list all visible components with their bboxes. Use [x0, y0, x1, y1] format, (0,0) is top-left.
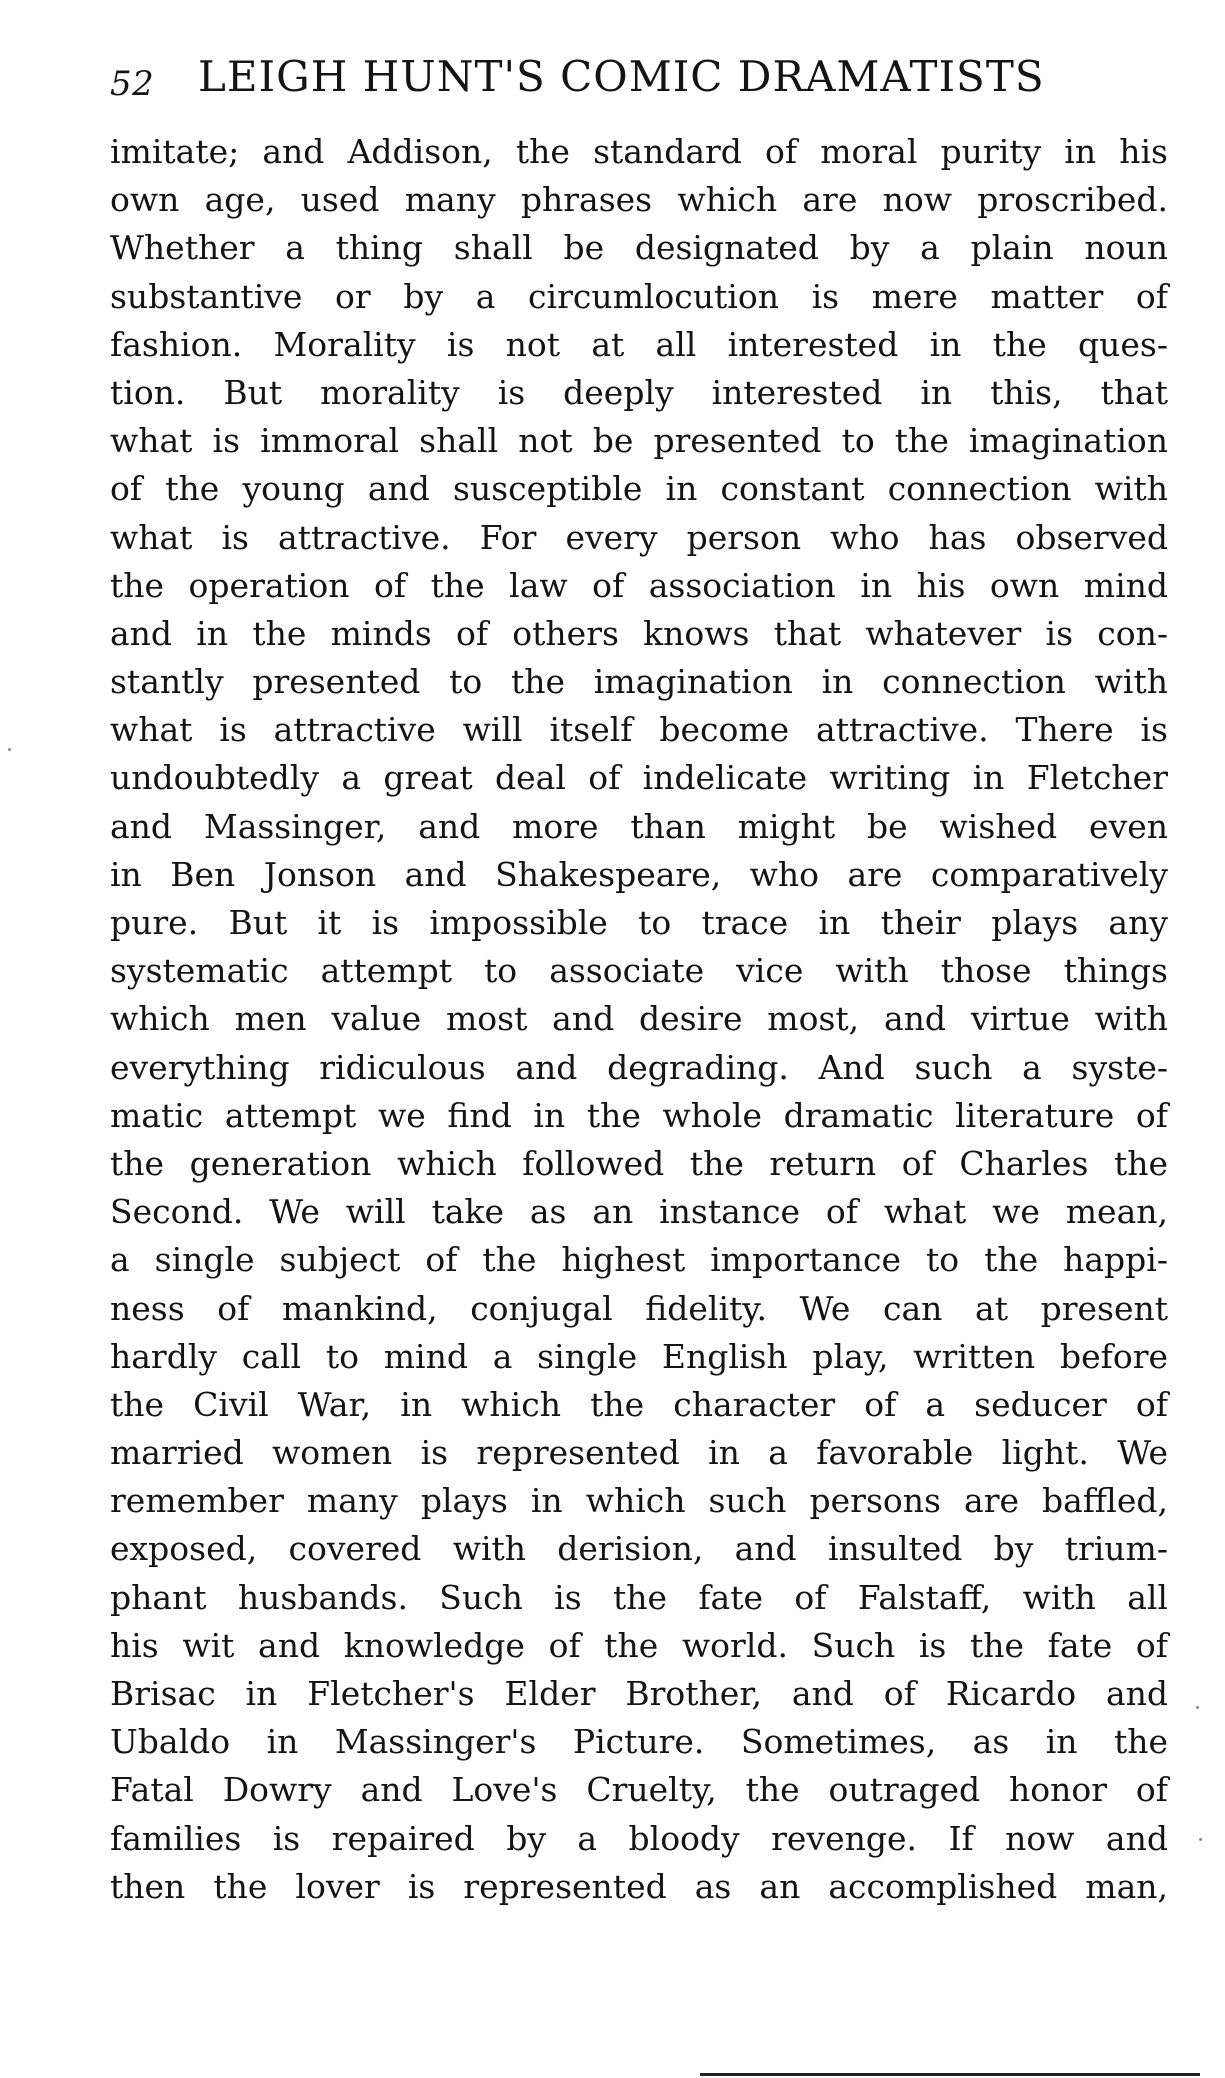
text-line: what is attractive will itself become attractive. There is [110, 710, 1168, 750]
text-line: remember many plays in which such persons are baffled, [110, 1481, 1168, 1521]
text-line: in Ben Jonson and Shakespeare, who are comparatively [110, 854, 1168, 894]
text-line: a single subject of the highest importance to the happi- [110, 1240, 1168, 1280]
text-line: what is attractive. For every person who has observed [110, 517, 1168, 557]
text-line: systematic attempt to associate vice with those things [110, 951, 1168, 991]
text-line: exposed, covered with derision, and insulted by trium- [110, 1529, 1168, 1569]
scan-speck [1199, 1838, 1202, 1841]
text-line: everything ridiculous and degrading. And such a syste- [110, 1047, 1168, 1087]
text-line: Brisac in Fletcher's Elder Brother, and of Ricardo and [110, 1674, 1168, 1713]
text-line: then the lover is represented as an accomplished man, [110, 1866, 1168, 1906]
text-line: the generation which followed the return of Charles the [110, 1143, 1168, 1183]
page-number: 52 [110, 64, 155, 104]
body-text [110, 128, 1168, 1911]
text-line: Second. We will take as an instance of what we mean, [110, 1192, 1168, 1232]
text-line: the Civil War, in which the character of a seducer of [110, 1384, 1168, 1424]
text-line: stantly presented to the imagination in connection with [110, 662, 1168, 702]
text-line: which men value most and desire most, and virtue with [110, 999, 1168, 1039]
text-line: his wit and knowledge of the world. Such is the fate of [110, 1625, 1168, 1665]
text-line: tion. But morality is deeply interested in this, that [110, 372, 1168, 412]
text-line: families is repaired by a bloody revenge. If now and [110, 1818, 1168, 1858]
text-line: and Massinger, and more than might be wished even [110, 806, 1168, 846]
text-line: what is immoral shall not be presented to the imagination [110, 421, 1168, 461]
text-line: Ubaldo in Massinger's Picture. Sometimes, as in the [110, 1722, 1168, 1762]
page-bottom-edge [700, 2073, 1200, 2076]
text-line: imitate; and Addison, the standard of moral purity in his [110, 132, 1168, 171]
text-line: Whether a thing shall be designated by a plain noun [110, 228, 1168, 268]
text-line: matic attempt we find in the whole dramatic literature of [110, 1095, 1168, 1135]
text-line: pure. But it is impossible to trace in their plays any [110, 903, 1168, 942]
running-head [110, 52, 1168, 112]
scan-speck [1196, 1706, 1199, 1709]
scan-speck [8, 748, 11, 751]
text-line: fashion. Morality is not at all interested in the ques- [110, 324, 1168, 364]
text-line: and in the minds of others knows that whatever is con- [110, 613, 1168, 653]
text-line: married women is represented in a favorable light. We [110, 1433, 1168, 1473]
text-line: hardly call to mind a single English play, written before [110, 1336, 1168, 1376]
text-line: the operation of the law of association in his own mind [110, 565, 1168, 605]
text-line: undoubtedly a great deal of indelicate writing in Fletcher [110, 758, 1168, 798]
text-line: of the young and susceptible in constant connection with [110, 469, 1168, 509]
text-line: Fatal Dowry and Love's Cruelty, the outraged honor of [110, 1770, 1168, 1810]
text-line: own age, used many phrases which are now proscribed. [110, 180, 1168, 220]
running-title: LEIGH HUNT'S COMIC DRAMATISTS [198, 52, 1045, 101]
text-line: ness of mankind, conjugal fidelity. We can at present [110, 1288, 1168, 1328]
text-line: phant husbands. Such is the fate of Falstaff, with all [110, 1577, 1168, 1617]
text-line: substantive or by a circumlocution is mere matter of [110, 276, 1168, 316]
